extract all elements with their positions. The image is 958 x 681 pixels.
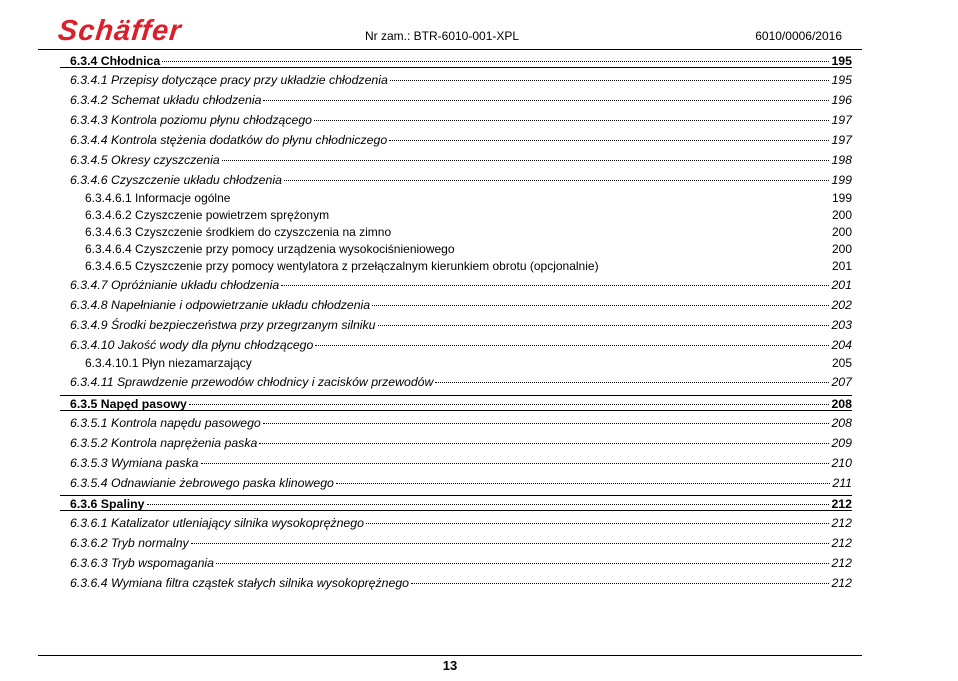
footer-divider (38, 655, 862, 656)
toc-entry-title: 6.3.6 Spaliny (70, 497, 145, 511)
section-divider (60, 410, 852, 411)
toc-leader-dots (263, 100, 829, 101)
toc-entry[interactable] (70, 318, 852, 332)
toc-entry[interactable] (85, 356, 852, 370)
toc-entry[interactable] (70, 416, 852, 430)
toc-entry-title: 6.3.5.3 Wymiana paska (70, 456, 199, 470)
toc-entry-title: 6.3.5 Napęd pasowy (70, 397, 187, 411)
toc-leader-dots (378, 325, 830, 326)
section-divider (60, 67, 852, 68)
company-logo: Schäffer (56, 15, 184, 47)
toc-entry[interactable] (70, 298, 852, 312)
toc-entry-page: 197 (831, 113, 852, 127)
toc-leader-dots (372, 305, 829, 306)
toc-entry-page: 196 (831, 93, 852, 107)
toc-entry-page: 199 (831, 191, 852, 205)
toc-entry[interactable] (70, 173, 852, 187)
toc-entry[interactable] (85, 208, 852, 222)
toc-entry-title: 6.3.4.6.1 Informacje ogólne (85, 191, 231, 205)
toc-entry-title: 6.3.5.2 Kontrola naprężenia paska (70, 436, 258, 450)
toc-leader-dots (284, 180, 830, 181)
page-header (38, 12, 862, 48)
toc-entry-page: 212 (831, 497, 852, 511)
toc-entry-page: 195 (831, 73, 852, 87)
toc-leader-dots (366, 523, 830, 524)
toc-entry-title: 6.3.4.6 Czyszczenie układu chłodzenia (70, 173, 282, 187)
toc-leader-dots (315, 345, 829, 346)
toc-entry[interactable] (70, 113, 852, 127)
toc-entry[interactable] (70, 497, 852, 511)
section-divider (60, 510, 852, 511)
toc-leader-dots (189, 404, 830, 405)
toc-entry-title: 6.3.6.4 Wymiana filtra cząstek stałych silnika wysokoprężnego (70, 576, 409, 590)
toc-leader-dots (390, 80, 830, 81)
toc-entry-page: 204 (831, 338, 852, 352)
toc-entry-page: 211 (832, 476, 852, 490)
toc-entry-page: 199 (831, 173, 852, 187)
toc-entry-title: 6.3.4.2 Schemat układu chłodzenia (70, 93, 262, 107)
toc-entry-title: 6.3.4.7 Opróżnianie układu chłodzenia (70, 278, 280, 292)
toc-entry-page: 208 (831, 416, 852, 430)
toc-leader-dots (435, 382, 829, 383)
toc-entry-title: 6.3.6.2 Tryb normalny (70, 536, 189, 550)
section-divider (60, 495, 852, 496)
toc-entry-page: 200 (831, 225, 852, 239)
toc-entry-title: 6.3.4.6.3 Czyszczenie środkiem do czyszczenia na zimno (85, 225, 392, 239)
toc-leader-dots (162, 61, 829, 62)
toc-entry[interactable] (70, 516, 852, 530)
toc-leader-dots (222, 160, 830, 161)
toc-entry-page: 201 (831, 259, 852, 273)
toc-leader-dots (281, 285, 829, 286)
toc-entry[interactable] (70, 556, 852, 570)
toc-entry[interactable] (70, 153, 852, 167)
toc-entry-title: 6.3.4.5 Okresy czyszczenia (70, 153, 220, 167)
toc-entry-title: 6.3.4.6.5 Czyszczenie przy pomocy wentylatora z przełączalnym kierunkiem obrotu (opcjonalnie) (85, 259, 599, 273)
toc-entry[interactable] (85, 259, 852, 273)
toc-leader-dots (411, 583, 829, 584)
toc-entry-title: 6.3.4.6.4 Czyszczenie przy pomocy urządzenia wysokociśnieniowego (85, 242, 455, 256)
toc-leader-dots (201, 463, 830, 464)
toc-entry-page: 212 (831, 536, 852, 550)
header-divider (38, 49, 862, 50)
toc-entry[interactable] (85, 191, 852, 205)
toc-entry-title: 6.3.4.9 Środki bezpieczeństwa przy przegrzanym silniku (70, 318, 376, 332)
toc-entry-page: 212 (831, 556, 852, 570)
toc-entry-title: 6.3.4.3 Kontrola poziomu płynu chłodzącego (70, 113, 312, 127)
toc-leader-dots (389, 140, 829, 141)
order-number: Nr zam.: BTR-6010-001-XPL (365, 29, 520, 43)
toc-entry[interactable] (70, 54, 852, 68)
toc-leader-dots (191, 543, 830, 544)
toc-entry[interactable] (70, 536, 852, 550)
document-number: 6010/0006/2016 (755, 29, 842, 43)
toc-entry-page: 203 (831, 318, 852, 332)
toc-entry-page: 212 (831, 576, 852, 590)
toc-entry-page: 200 (831, 208, 852, 222)
toc-entry-page: 202 (831, 298, 852, 312)
toc-leader-dots (147, 504, 830, 505)
toc-entry[interactable] (70, 133, 852, 147)
toc-leader-dots (216, 563, 829, 564)
toc-entry-page: 210 (831, 456, 852, 470)
toc-entry-title: 6.3.4.10 Jakość wody dla płynu chłodzącego (70, 338, 314, 352)
toc-entry-page: 209 (831, 436, 852, 450)
toc-entry-title: 6.3.4.1 Przepisy dotyczące pracy przy układzie chłodzenia (70, 73, 388, 87)
section-divider (60, 395, 852, 396)
toc-entry-page: 195 (831, 54, 852, 68)
toc-entry-title: 6.3.4.4 Kontrola stężenia dodatków do płynu chłodniczego (70, 133, 388, 147)
toc-leader-dots (336, 483, 831, 484)
toc-entry[interactable] (70, 397, 852, 411)
toc-entry[interactable] (85, 225, 852, 239)
toc-entry[interactable] (70, 375, 852, 389)
toc-entry[interactable] (70, 476, 852, 490)
toc-entry-page: 200 (831, 242, 852, 256)
toc-entry[interactable] (70, 576, 852, 590)
toc-entry[interactable] (70, 338, 852, 352)
toc-entry-title: 6.3.6.1 Katalizator utleniający silnika wysokoprężnego (70, 516, 364, 530)
toc-entry[interactable] (70, 93, 852, 107)
toc-entry-title: 6.3.4 Chłodnica (70, 54, 161, 68)
toc-entry-page: 198 (831, 153, 852, 167)
toc-entry-title: 6.3.4.11 Sprawdzenie przewodów chłodnicy i zacisków przewodów (70, 375, 434, 389)
toc-leader-dots (263, 423, 830, 424)
toc-entry-page: 197 (831, 133, 852, 147)
toc-entry[interactable] (70, 436, 852, 450)
toc-entry[interactable] (70, 278, 852, 292)
toc-entry-title: 6.3.4.8 Napełnianie i odpowietrzanie układu chłodzenia (70, 298, 371, 312)
toc-leader-dots (314, 120, 829, 121)
toc-entry[interactable] (85, 242, 852, 256)
toc-entry-page: 207 (831, 375, 852, 389)
toc-entry-title: 6.3.6.3 Tryb wspomagania (70, 556, 214, 570)
toc-entry[interactable] (70, 456, 852, 470)
toc-entry-page: 201 (831, 278, 852, 292)
toc-entry-page: 208 (831, 397, 852, 411)
toc-entry-title: 6.3.5.1 Kontrola napędu pasowego (70, 416, 261, 430)
toc-entry-title: 6.3.4.10.1 Płyn niezamarzający (85, 356, 252, 370)
toc-entry-page: 212 (831, 516, 852, 530)
toc-entry[interactable] (70, 73, 852, 87)
toc-entry-page: 205 (831, 356, 852, 370)
toc-entry-title: 6.3.5.4 Odnawianie żebrowego paska klinowego (70, 476, 334, 490)
toc-leader-dots (259, 443, 829, 444)
toc-entry-title: 6.3.4.6.2 Czyszczenie powietrzem sprężonym (85, 208, 330, 222)
page-number: 13 (442, 658, 458, 673)
